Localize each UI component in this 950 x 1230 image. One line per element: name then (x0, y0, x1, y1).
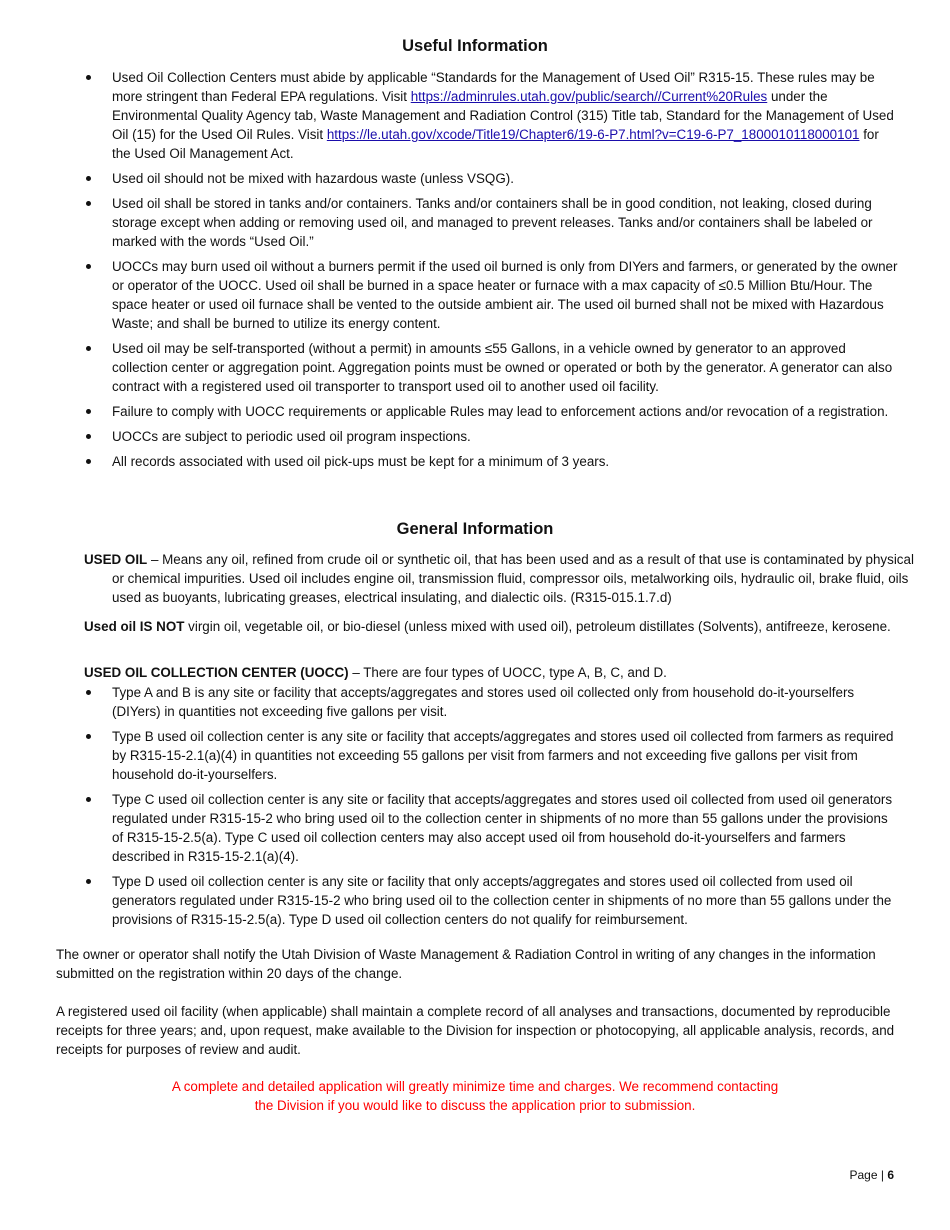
list-item: Type A and B is any site or facility that accepts/aggregates and stores used oil collected only from household do-it-yourselfers (DIYers) in quantities not exceeding five gallons per visit. (84, 683, 898, 721)
list-item: Type D used oil collection center is any site or facility that only accepts/aggregates and stores used oil collected from used oil generators regulated under R315-15-2 who bring used oil to the collection center in shipments of no more than 55 gallons under the provisions of R315-15-2.5(a). Type D used oil collection centers do not qualify for reimbursement. (84, 872, 898, 929)
uocc-definition: USED OIL COLLECTION CENTER (UOCC) – There are four types of UOCC, type A, B, C, and D. (84, 665, 667, 680)
list-item: Used Oil Collection Centers must abide by applicable “Standards for the Management of Used Oil” R315-15. These rules may be more stringent than Federal EPA regulations. Visit https://adminrules.utah.gov/public/search//Current%20Rules under the Environmental Quality Agency tab, Waste Management and Radiation Control (315) Title tab, Standard for the Management of Used Oil (15) for the Used Oil Rules. Visit https://le.utah.gov/xcode/Title19/Chapter6/19-6-P7.html?v=C19-6-P7_1800010118000101 for the Used Oil Management Act. (84, 68, 898, 163)
used-oil-term: USED OIL (84, 552, 148, 567)
notification-paragraph: The owner or operator shall notify the Utah Division of Waste Management & Radiation Control in writing of any changes in the information submitted on the registration within 20 days of the change. (56, 947, 876, 981)
utah-code-link[interactable]: https://le.utah.gov/xcode/Title19/Chapter6/19-6-P7.html?v=C19-6-P7_1800010118000101 (326, 127, 860, 142)
utah-admin-rules-link[interactable]: https://adminrules.utah.gov/public/search//Current%20Rules (410, 89, 768, 104)
application-note: A complete and detailed application will greatly minimize time and charges. We recommend contacting the Division if you would like to discuss the application prior to submission. (171, 1079, 779, 1113)
list-item: Type B used oil collection center is any site or facility that accepts/aggregates and stores used oil collected from farmers as required by R315-15-2.1(a)(4) in quantities not exceeding 55 gallons per visit from farmers and not exceeding five gallons per visit from household do-it-yourselfers. (84, 727, 898, 784)
records-paragraph: A registered used oil facility (when applicable) shall maintain a complete record of all analyses and transactions, documented by reproducible receipts for three years; and, upon request, make available to the Division for inspection or photocopying, all applicable analysis, records, and receipts for purposes of review and audit. (56, 1004, 895, 1057)
list-item: Failure to comply with UOCC requirements or applicable Rules may lead to enforcement actions and/or revocation of a registration. (84, 402, 898, 421)
general-information-heading: General Information (396, 520, 554, 538)
list-item: Type C used oil collection center is any site or facility that accepts/aggregates and stores used oil collected from used oil generators regulated under R315-15-2 who bring used oil to the collection center in shipments of no more than 55 gallons under the provisions of R315-15-2.5(a). Type C used oil collection centers may also accept used oil from household do-it-yourselfers and farmers described in R315-15-2.1(a)(4). (84, 790, 898, 866)
list-item: Used oil may be self-transported (without a permit) in amounts ≤55 Gallons, in a vehicle owned by generator to an approved collection center or aggregation point. Aggregation points must be owned or operated or both by the generator. A generator can also contract with a registered used oil transporter to transport used oil to another used oil facility. (84, 339, 898, 396)
used-oil-is-not-term: Used oil IS NOT (84, 619, 185, 634)
list-item: All records associated with used oil pick-ups must be kept for a minimum of 3 years. (84, 452, 898, 471)
used-oil-definition: USED OIL – Means any oil, refined from crude oil or synthetic oil, that has been used and as a result of that use is contaminated by physical or chemical impurities. Used oil includes engine oil, transmission fluid, compressor oils, metalworking oils, hydraulic oil, brake fluid, oils used as buoyants, lubricating greases, electrical insulating, and dialectic oils. (R315-015.1.7.d) (84, 552, 914, 605)
list-item: UOCCs may burn used oil without a burners permit if the used oil burned is only from DIYers and farmers, or generated by the owner or operator of the UOCC. Used oil shall be burned in a space heater or furnace with a max capacity of ≤0.5 Million Btu/Hour. The space heater or used oil furnace shall be vented to the outside ambient air. The used oil burned shall not be mixed with Hazardous Waste; and shall be burned to utilize its energy content. (84, 257, 898, 333)
uocc-term: USED OIL COLLECTION CENTER (UOCC) (84, 665, 349, 680)
useful-information-list (84, 68, 898, 471)
list-item: UOCCs are subject to periodic used oil program inspections. (84, 427, 898, 446)
used-oil-is-not-definition: Used oil IS NOT virgin oil, vegetable oil, or bio-diesel (unless mixed with used oil), petroleum distillates (Solvents), antifreeze, kerosene. (84, 619, 891, 634)
list-item: Used oil should not be mixed with hazardous waste (unless VSQG). (84, 169, 898, 188)
useful-information-heading: Useful Information (402, 37, 548, 55)
uocc-types-list (84, 683, 898, 929)
page-number: Page | 6 (849, 1168, 894, 1182)
list-item: Used oil shall be stored in tanks and/or containers. Tanks and/or containers shall be in good condition, not leaking, closed during storage except when adding or removing used oil, and managed to prevent releases. Tanks and/or containers shall be labeled or marked with the words “Used Oil.” (84, 194, 898, 251)
